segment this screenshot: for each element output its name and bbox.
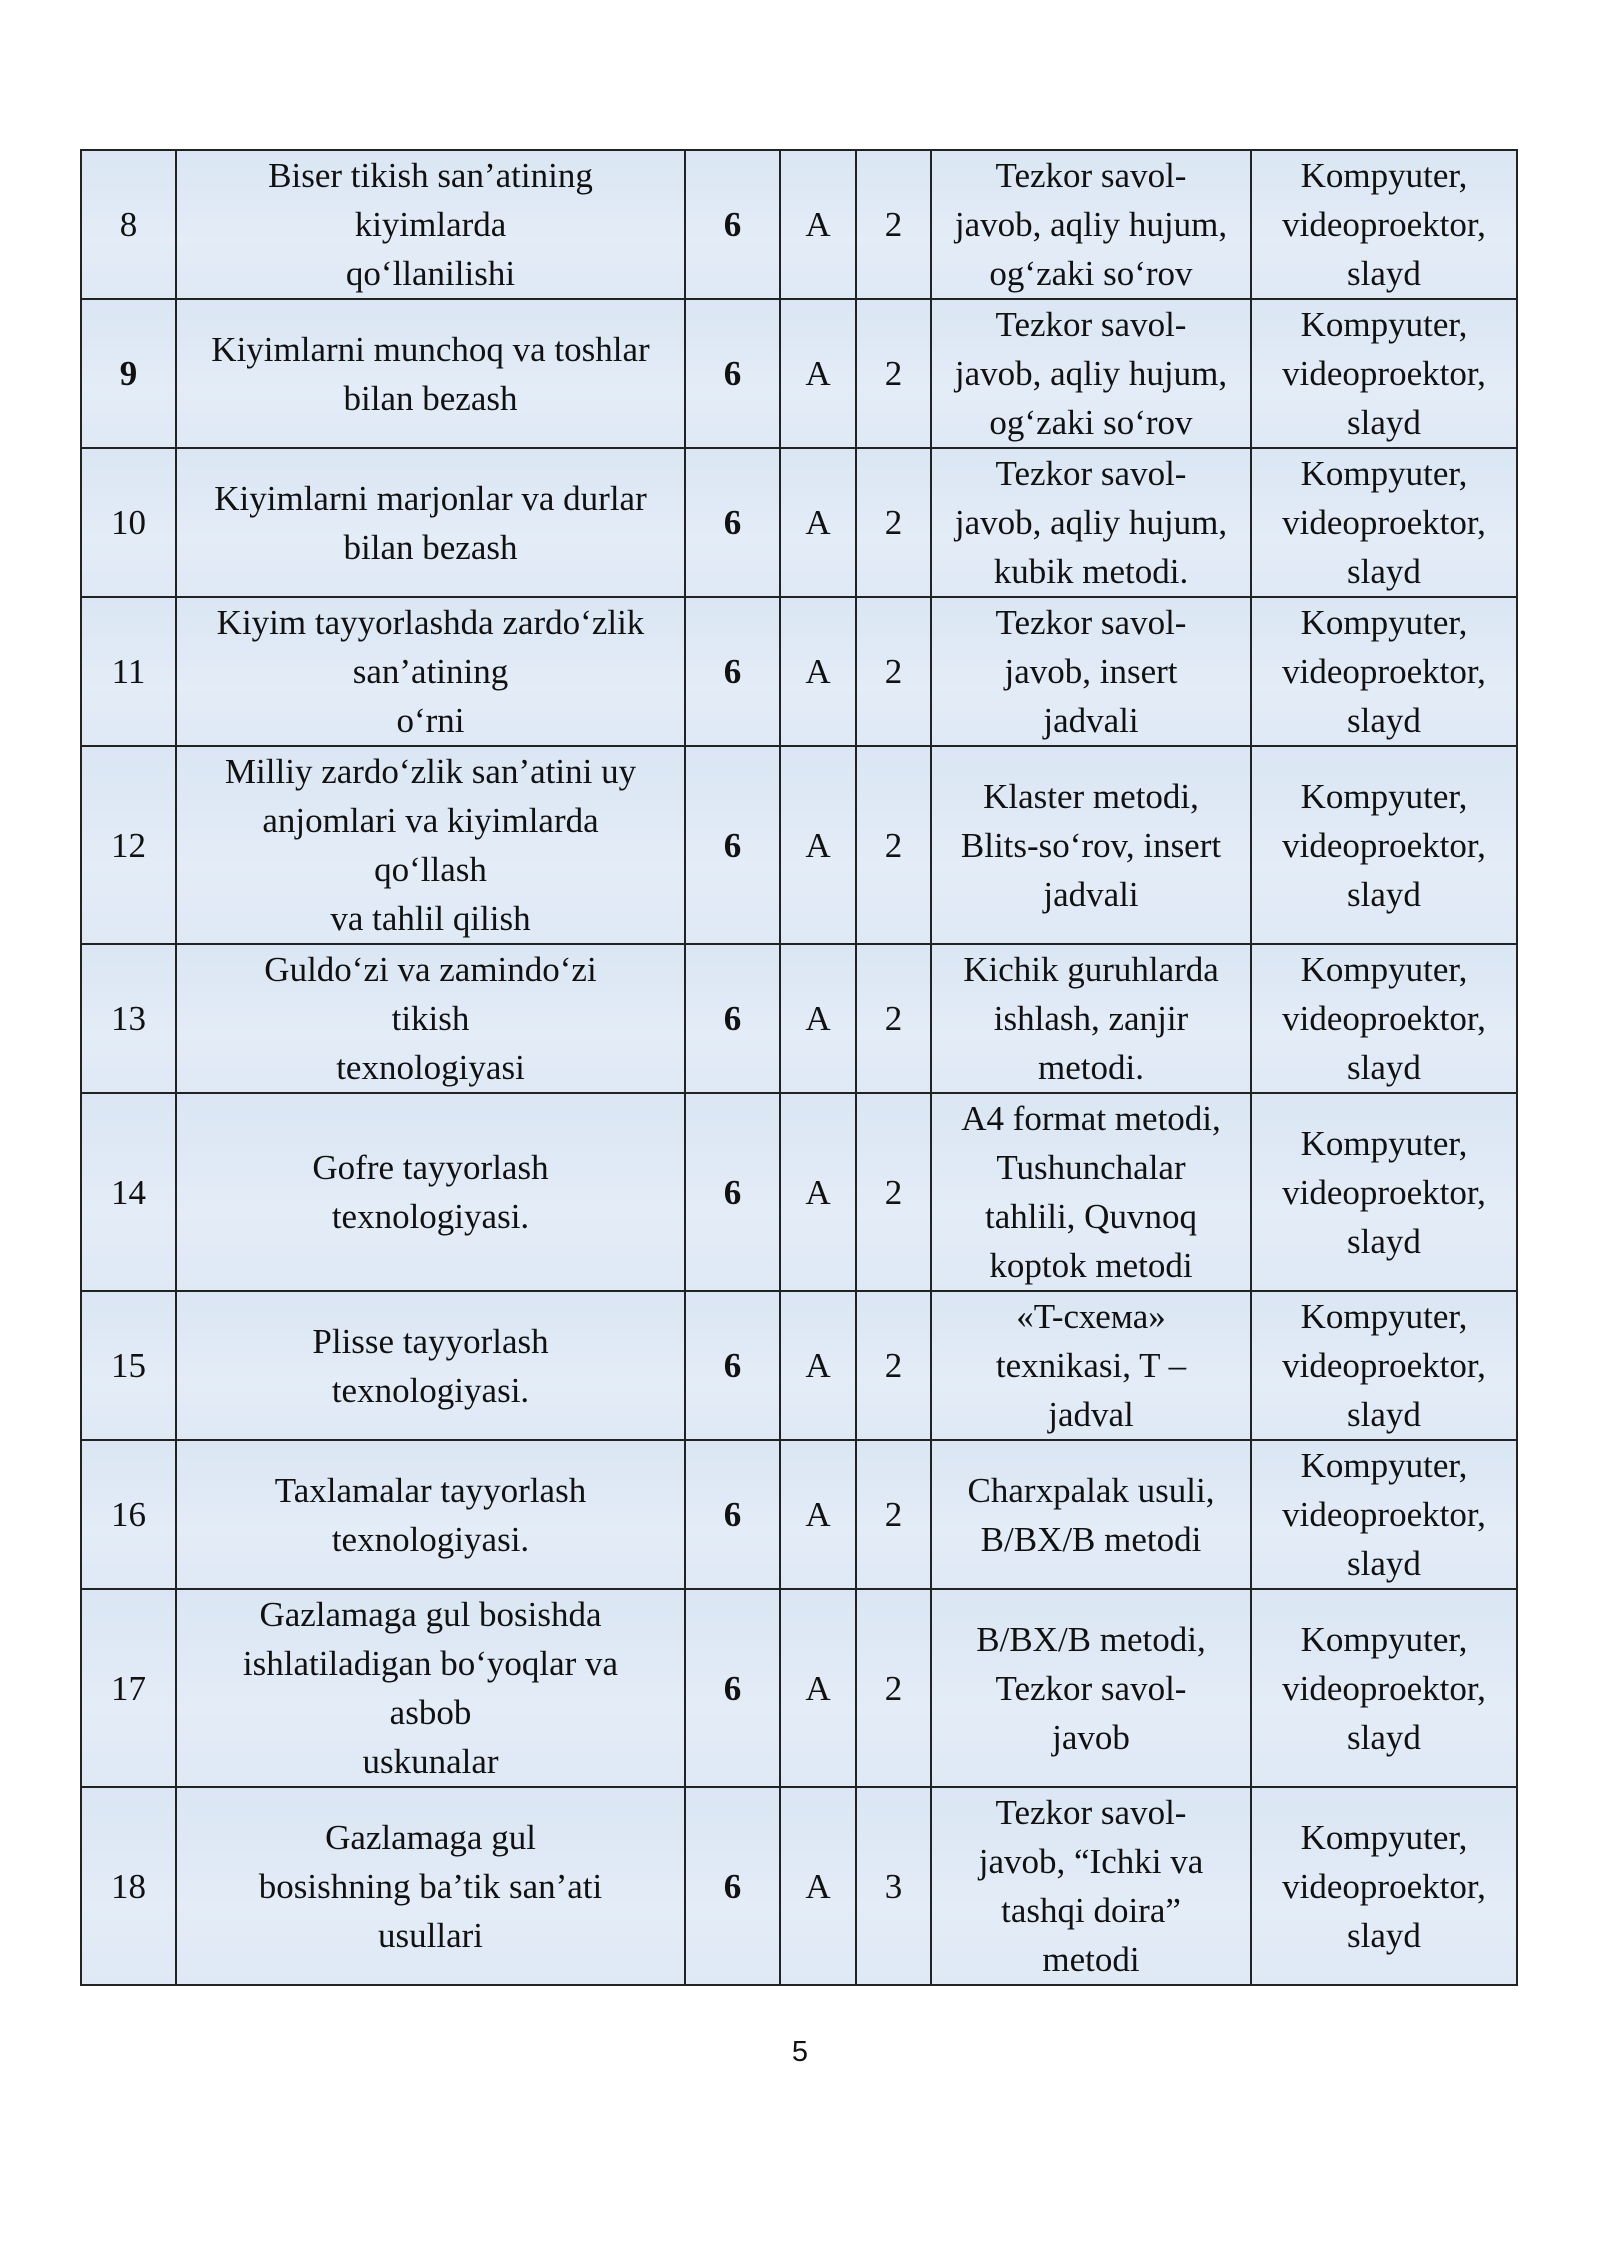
- table-row: [81, 1291, 1517, 1440]
- lesson-topic-cell: Gofre tayyorlash texnologiyasi.: [176, 1093, 685, 1291]
- class-letter-cell: A: [780, 150, 856, 299]
- class-letter-cell: A: [780, 448, 856, 597]
- lesson-topic-cell: Taxlamalar tayyorlash texnologiyasi.: [176, 1440, 685, 1589]
- equipment-cell: Kompyuter, videoproektor, slayd: [1251, 1440, 1517, 1589]
- lesson-number-cell: 9: [81, 299, 176, 448]
- equipment-cell: Kompyuter, videoproektor, slayd: [1251, 746, 1517, 944]
- grade-cell: 6: [685, 1787, 780, 1985]
- grade-cell: 6: [685, 1093, 780, 1291]
- equipment-cell: Kompyuter, videoproektor, slayd: [1251, 597, 1517, 746]
- lesson-number-cell: 15: [81, 1291, 176, 1440]
- class-letter-cell: A: [780, 1787, 856, 1985]
- table-row: [81, 150, 1517, 299]
- lesson-topic-cell: Gazlamaga gul bosishda ishlatiladigan bo‘yoqlar va asbob uskunalar: [176, 1589, 685, 1787]
- class-letter-cell: A: [780, 944, 856, 1093]
- teaching-method-cell: Tezkor savol- javob, aqliy hujum, og‘zaki so‘rov: [931, 299, 1251, 448]
- lesson-topic-cell: Kiyimlarni marjonlar va durlar bilan bezash: [176, 448, 685, 597]
- lesson-topic-cell: Kiyimlarni munchoq va toshlar bilan bezash: [176, 299, 685, 448]
- lesson-number-cell: 18: [81, 1787, 176, 1985]
- teaching-method-cell: Tezkor savol- javob, aqliy hujum, og‘zaki so‘rov: [931, 150, 1251, 299]
- hours-cell: 2: [856, 1589, 931, 1787]
- lesson-topic-cell: Kiyim tayyorlashda zardo‘zlik san’atining o‘rni: [176, 597, 685, 746]
- lesson-number-cell: 17: [81, 1589, 176, 1787]
- lesson-plan-table: [80, 149, 1518, 1986]
- equipment-cell: Kompyuter, videoproektor, slayd: [1251, 150, 1517, 299]
- teaching-method-cell: Tezkor savol- javob, insert jadvali: [931, 597, 1251, 746]
- teaching-method-cell: A4 format metodi, Tushunchalar tahlili, Quvnoq koptok metodi: [931, 1093, 1251, 1291]
- hours-cell: 2: [856, 597, 931, 746]
- grade-cell: 6: [685, 150, 780, 299]
- page-number: 5: [791, 2036, 809, 2068]
- class-letter-cell: A: [780, 299, 856, 448]
- table-row: [81, 1440, 1517, 1589]
- equipment-cell: Kompyuter, videoproektor, slayd: [1251, 1291, 1517, 1440]
- class-letter-cell: A: [780, 1589, 856, 1787]
- lesson-topic-cell: Plisse tayyorlash texnologiyasi.: [176, 1291, 685, 1440]
- table-row: [81, 746, 1517, 944]
- table-row: [81, 1787, 1517, 1985]
- grade-cell: 6: [685, 1291, 780, 1440]
- hours-cell: 2: [856, 1291, 931, 1440]
- grade-cell: 6: [685, 746, 780, 944]
- class-letter-cell: A: [780, 746, 856, 944]
- grade-cell: 6: [685, 448, 780, 597]
- grade-cell: 6: [685, 299, 780, 448]
- lesson-topic-cell: Guldo‘zi va zamindo‘zi tikish texnologiyasi: [176, 944, 685, 1093]
- lesson-topic-cell: Gazlamaga gul bosishning ba’tik san’ati usullari: [176, 1787, 685, 1985]
- equipment-cell: Kompyuter, videoproektor, slayd: [1251, 448, 1517, 597]
- hours-cell: 2: [856, 944, 931, 1093]
- table-row: [81, 944, 1517, 1093]
- teaching-method-cell: B/BX/B metodi, Tezkor savol- javob: [931, 1589, 1251, 1787]
- lesson-number-cell: 14: [81, 1093, 176, 1291]
- hours-cell: 2: [856, 1093, 931, 1291]
- hours-cell: 2: [856, 150, 931, 299]
- lesson-topic-cell: Biser tikish san’atining kiyimlarda qo‘llanilishi: [176, 150, 685, 299]
- teaching-method-cell: Klaster metodi, Blits-so‘rov, insert jadvali: [931, 746, 1251, 944]
- lesson-number-cell: 8: [81, 150, 176, 299]
- grade-cell: 6: [685, 1589, 780, 1787]
- equipment-cell: Kompyuter, videoproektor, slayd: [1251, 1589, 1517, 1787]
- table-body: [81, 150, 1517, 1985]
- table-row: [81, 448, 1517, 597]
- equipment-cell: Kompyuter, videoproektor, slayd: [1251, 1787, 1517, 1985]
- class-letter-cell: A: [780, 1291, 856, 1440]
- hours-cell: 2: [856, 746, 931, 944]
- lesson-number-cell: 13: [81, 944, 176, 1093]
- lesson-number-cell: 11: [81, 597, 176, 746]
- teaching-method-cell: «T-схема» texnikasi, T – jadval: [931, 1291, 1251, 1440]
- lesson-number-cell: 12: [81, 746, 176, 944]
- table-row: [81, 597, 1517, 746]
- class-letter-cell: A: [780, 1440, 856, 1589]
- class-letter-cell: A: [780, 597, 856, 746]
- lesson-topic-cell: Milliy zardo‘zlik san’atini uy anjomlari va kiyimlarda qo‘llash va tahlil qilish: [176, 746, 685, 944]
- grade-cell: 6: [685, 1440, 780, 1589]
- grade-cell: 6: [685, 597, 780, 746]
- teaching-method-cell: Kichik guruhlarda ishlash, zanjir metodi.: [931, 944, 1251, 1093]
- hours-cell: 2: [856, 299, 931, 448]
- class-letter-cell: A: [780, 1093, 856, 1291]
- lesson-number-cell: 16: [81, 1440, 176, 1589]
- grade-cell: 6: [685, 944, 780, 1093]
- table-row: [81, 1589, 1517, 1787]
- equipment-cell: Kompyuter, videoproektor, slayd: [1251, 299, 1517, 448]
- teaching-method-cell: Charxpalak usuli, B/BX/B metodi: [931, 1440, 1251, 1589]
- equipment-cell: Kompyuter, videoproektor, slayd: [1251, 944, 1517, 1093]
- lesson-number-cell: 10: [81, 448, 176, 597]
- equipment-cell: Kompyuter, videoproektor, slayd: [1251, 1093, 1517, 1291]
- teaching-method-cell: Tezkor savol- javob, “Ichki va tashqi doira” metodi: [931, 1787, 1251, 1985]
- hours-cell: 3: [856, 1787, 931, 1985]
- hours-cell: 2: [856, 1440, 931, 1589]
- table-row: [81, 1093, 1517, 1291]
- teaching-method-cell: Tezkor savol- javob, aqliy hujum, kubik metodi.: [931, 448, 1251, 597]
- table-row: [81, 299, 1517, 448]
- hours-cell: 2: [856, 448, 931, 597]
